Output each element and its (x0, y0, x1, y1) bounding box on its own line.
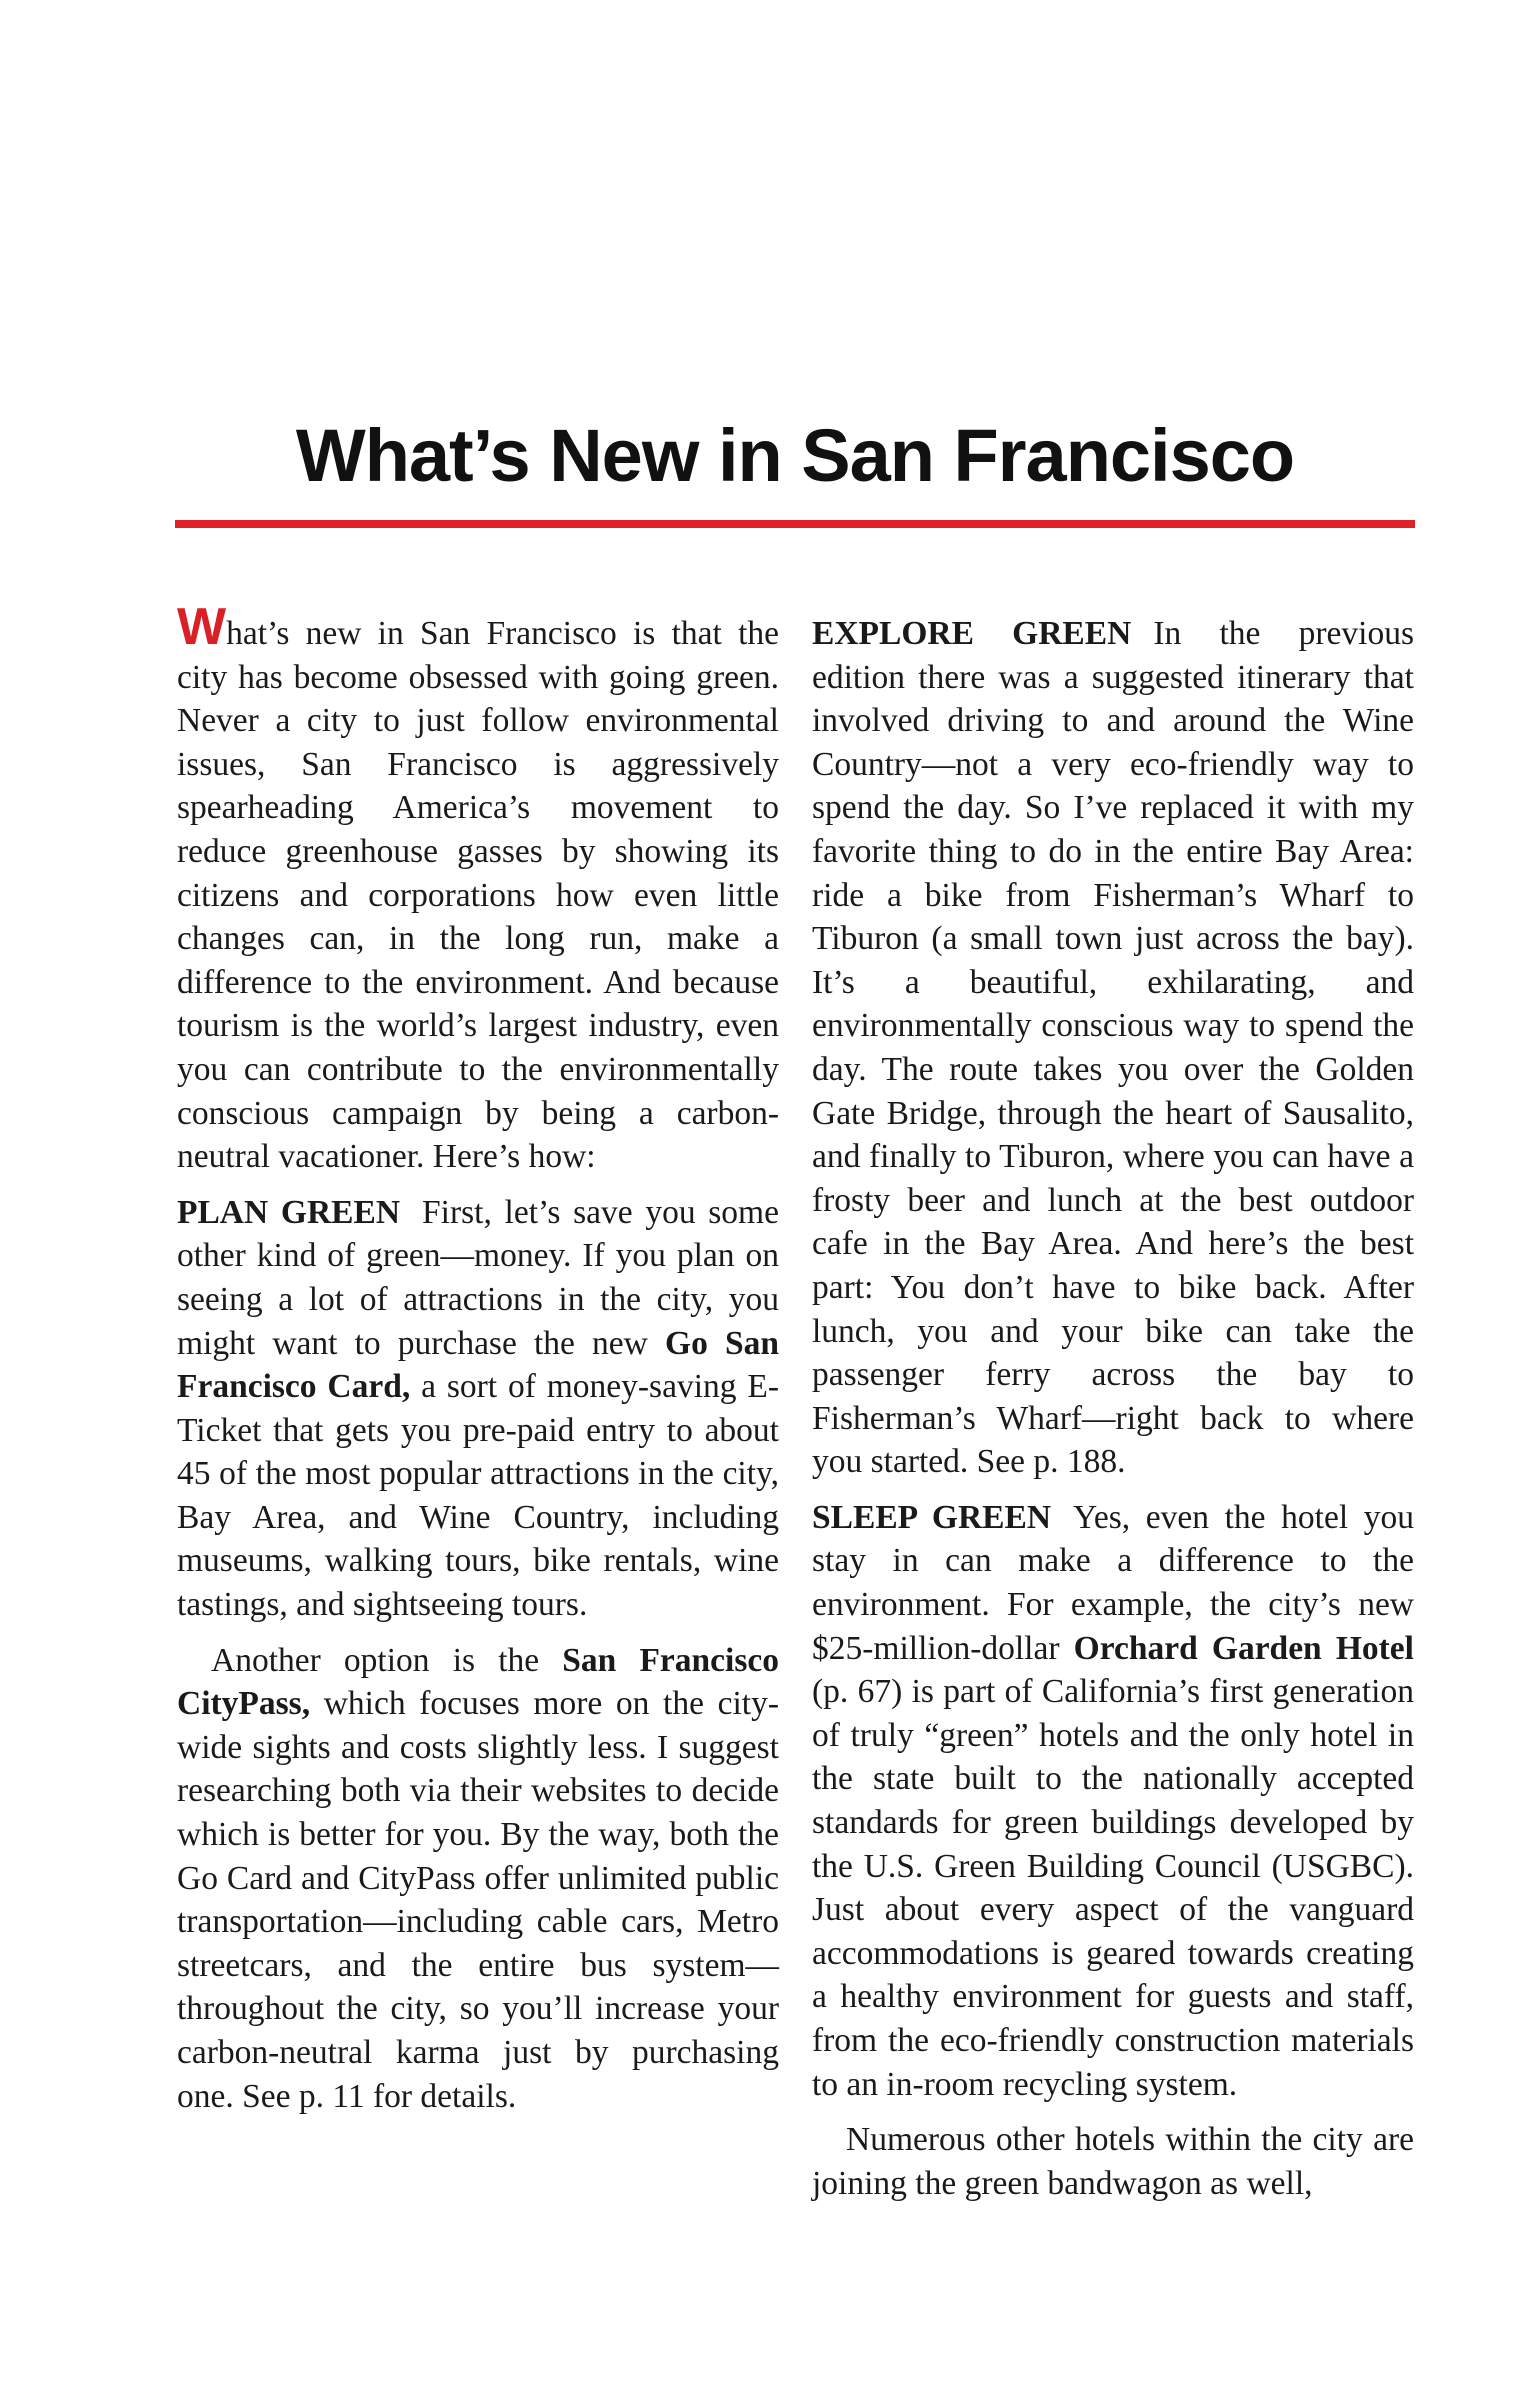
citypass-text-2: which focuses more on the city-wide sights and costs slightly less. I suggest researching both via their websites to decide which is better for you. By the way, both the Go Card and CityPass offer unlimited public transportation—including cable cars, Metro streetcars, and the entire bus system—throughout the city, so you’ll increase your carbon-neutral karma just by purchasing one. See p. 11 for details. (177, 1685, 779, 2115)
go-san-francisco-card: Go San Francisco Card, (177, 1324, 779, 1406)
sleep-green-text-1: Yes, even the hotel you stay in can make a difference to the environment. For example, the city’s new $25-million-dollar (812, 1498, 1414, 1667)
citypass-paragraph (177, 1639, 779, 2119)
title-rule (175, 520, 1415, 528)
explore-green-heading: EXPLORE GREEN (812, 615, 1132, 652)
page-title: What’s New in San Francisco (295, 414, 1295, 497)
other-hotels-paragraph (812, 2118, 1414, 2205)
orchard-garden-hotel: Orchard Garden Hotel (1073, 1629, 1414, 1667)
right-column (812, 612, 1414, 2217)
plan-green-paragraph (177, 1191, 779, 1627)
sleep-green-heading: SLEEP GREEN (812, 1498, 1052, 1536)
san-francisco-citypass: San Francisco CityPass, (177, 1641, 779, 1723)
sleep-green-text-2: (p. 67) is part of California’s first generation of truly “green” hotels and the only hotel in the state built to the nationally accepted standards for green buildings developed by the U.S. Green Building Council (USGBC). Just about every aspect of the vanguard accommodations is geared towards creating a healthy environment for guests and staff, from the eco-friendly construction materials to an in-room recycling system. (812, 1673, 1414, 2103)
plan-green-text-2: a sort of money-saving E-Ticket that gets you pre-paid entry to about 45 of the most popular attractions in the city, Bay Area, and Wine Country, including museums, walking tours, bike rentals, wine tastings, and sightseeing tours. (177, 1368, 779, 1624)
citypass-text-1: Another option is the (211, 1641, 540, 1679)
intro-paragraph (177, 598, 779, 1179)
drop-cap: W (177, 598, 227, 656)
plan-green-heading: PLAN GREEN (177, 1193, 401, 1231)
explore-green-text: In the previous edition there was a suggested itinerary that involved driving to and around the Wine Country—not a very eco-friendly way to spend the day. So I’ve replaced it with my favorite thing to do in the entire Bay Area: ride a bike from Fisherman’s Wharf to Tiburon (a small town just across the bay). It’s a beautiful, exhilarating, and environmentally conscious way to spend the day. The route takes you over the Golden Gate Bridge, through the heart of Sausalito, and finally to Tiburon, where you can have a frosty beer and lunch at the best outdoor cafe in the Bay Area. And here’s the best part: You don’t have to bike back. After lunch, you and your bike can take the passenger ferry across the bay to Fisherman’s Wharf—right back to where you started. See p. 188. (812, 615, 1414, 1481)
left-column (177, 598, 779, 2130)
sleep-green-paragraph (812, 1496, 1414, 2106)
explore-green-paragraph (812, 612, 1414, 1484)
plan-green-text-1: First, let’s save you some other kind of green—money. If you plan on seeing a lot of attractions in the city, you might want to purchase the new (177, 1193, 779, 1362)
intro-text: hat’s new in San Francisco is that the city has become obsessed with going green. Never a city to just follow environmental issues, San Francisco is aggressively spearheading America’s movement to reduce greenhouse gasses by showing its citizens and corporations how even little changes can, in the long run, make a difference to the environment. And because tourism is the world’s largest industry, even you can contribute to the environmentally conscious campaign by being a carbon-neutral vacationer. Here’s how: (177, 615, 779, 1176)
other-hotels-text: Numerous other hotels within the city are joining the green bandwagon as well, (812, 2121, 1414, 2202)
